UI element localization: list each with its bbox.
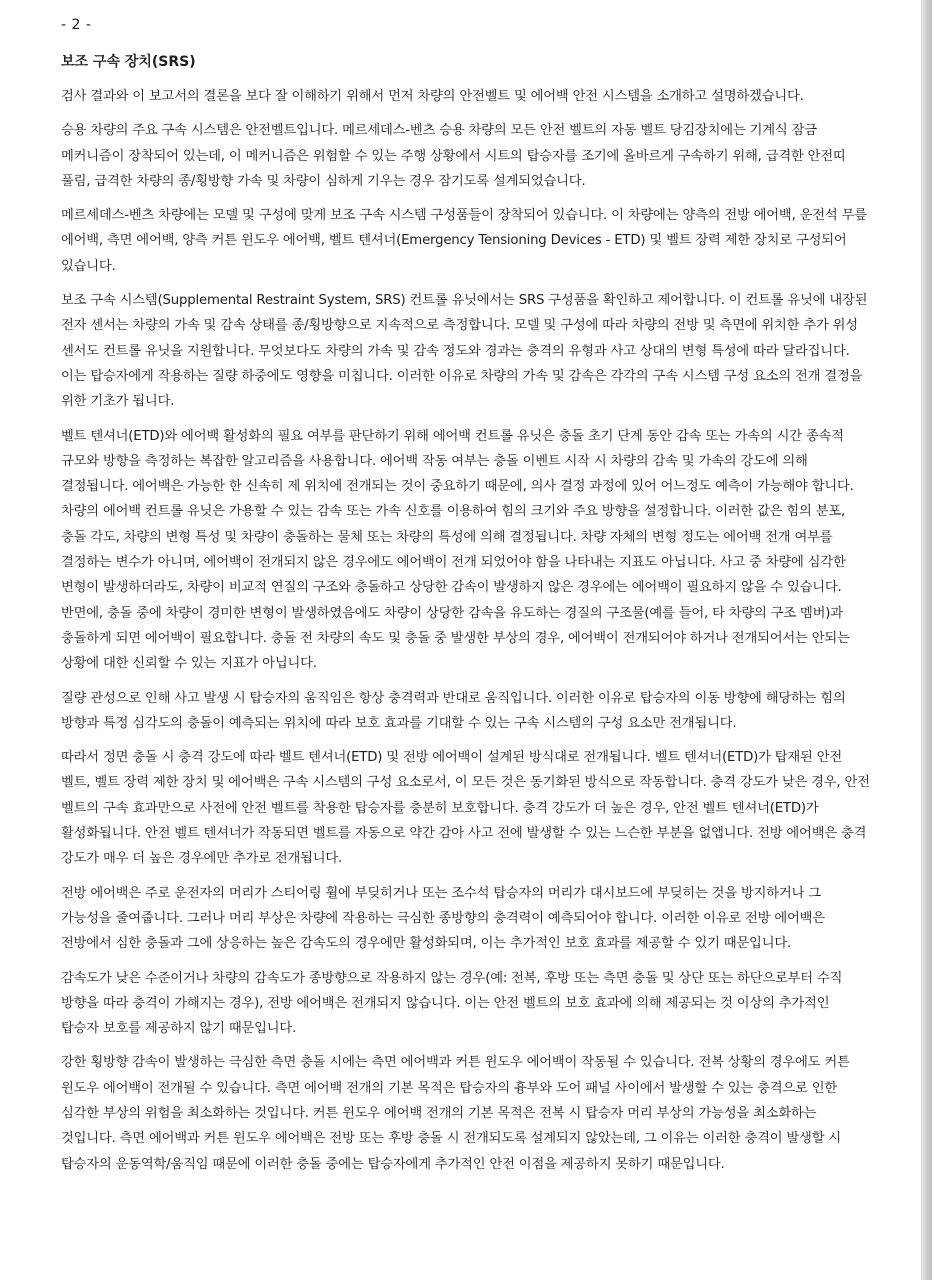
paragraph-low-deceleration: 감속도가 낮은 수준이거나 차량의 감속도가 종방향으로 작용하지 않는 경우(예: 전복, 후방 또는 측면 충돌 및 상단 또는 하단으로부터 수직 방향을 따라 충격이 가해지는 경우), 전방 에어백은 전개되지 않습니다. 이는 안전 벨트의 보호 효과에 의해 제공되는 것 이상의 추가적인 탑승자 보호를 제공하지 않기 때문입니다. bbox=[61, 970, 843, 1037]
section-title: 보조 구속 장치(SRS) bbox=[61, 54, 196, 70]
paragraph-deployment-algorithm: 벨트 텐셔너(ETD)와 에어백 활성화의 필요 여부를 판단하기 위해 에어백 컨트롤 유닛은 충돌 초기 단계 동안 감속 또는 가속의 시간 종속적 규모와 방향을 측정하는 복잡한 알고리즘을 사용합니다. 에어백 작동 여부는 충돌 이벤트 시작 시 차량의 감속 및 가속의 강도에 의해 결정됩니다. 에어백은 가능한 한 신속히 제 위치에 전개되는 것이 중요하기 때문에, 의사 결정 과정에 있어 어느정도 예측이 가능해야 합니다. 차량의 에어백 컨트롤 유닛은 가용할 수 있는 감속 또는 가속 신호를 이용하여 힘의 크기와 주요 방향을 설정합니다. 이러한 값은 힘의 분포, 충돌 각도, 차량의 변형 특성 및 차량이 충돌하는 물체 또는 차량의 특성에 의해 결정됩니다. 차량 자체의 변형 정도는 에어백 전개 여부를 결정하는 변수가 아니며, 에어백이 전개되지 않은 경우에도 에어백이 전개 되었어야 함을 나타내는 지표도 아닙니다. 사고 중 차량에 심각한 변형이 발생하더라도, 차량이 비교적 연질의 구조와 충돌하고 상당한 감속이 발생하지 않은 경우에는 에어백이 필요하지 않을 수 있습니다. 반면에, 충돌 중에 차량이 경미한 변형이 발생하였음에도 차량이 상당한 감속을 유도하는 경질의 구조물(예를 들어, 타 차량의 구조 멤버)과 충돌하게 되면 에어백이 필요합니다. 충돌 전 차량의 속도 및 충돌 중 발생한 부상의 경우, 에어백이 전개되어야 하거나 전개되어서는 안되는 상황에 대한 신뢰할 수 있는 지표가 아닙니다. bbox=[61, 428, 854, 672]
paragraph-srs-control-unit: 보조 구속 시스템(Supplemental Restraint System, SRS) 컨트롤 유닛에서는 SRS 구성품을 확인하고 제어합니다. 이 컨트롤 유닛에 내장된 전자 센서는 차량의 가속 및 감속 상태를 종/횡방향으로 지속적으로 측정합니다. 모델 및 구성에 따라 차량의 전방 및 측면에 위치한 추가 위성 센서도 컨트롤 유닛을 지원합니다. 무엇보다도 차량의 가속 및 감속 정도와 경과는 충격의 유형과 사고 상대의 변형 특성에 따라 달라집니다. 이는 탑승자에게 작용하는 질량 하중에도 영향을 미칩니다. 이러한 이유로 차량의 가속 및 감속은 각각의 구속 시스템 구성 요소의 전개 결정을 위한 기초가 됩니다. bbox=[61, 293, 868, 410]
paragraph-seatbelt: 승용 차량의 주요 구속 시스템은 안전벨트입니다. 메르세데스-벤츠 승용 차량의 모든 안전 벨트의 자동 벨트 당김장치에는 기계식 잠금 메커니즘이 장착되어 있는데, 이 메커니즘은 위험할 수 있는 주행 상황에서 시트의 탑승자를 조기에 올바르게 구속하기 위해, 급격한 안전띠 풀림, 급격한 차량의 종/횡방향 가속 및 차량이 심하게 기우는 경우 잠기도록 설계되었습니다. bbox=[61, 123, 846, 189]
paragraph-side-airbag: 강한 횡방향 감속이 발생하는 극심한 측면 충돌 시에는 측면 에어백과 커튼 윈도우 에어백이 작동될 수 있습니다. 전복 상황의 경우에도 커튼 윈도우 에어백이 전개될 수 있습니다. 측면 에어백 전개의 기본 목적은 탑승자의 흉부와 도어 패널 사이에서 발생할 수 있는 충격으로 인한 심각한 부상의 위험을 최소화하는 것입니다. 커튼 윈도우 에어백 전개의 기본 목적은 전복 시 탑승자 머리 부상의 가능성을 최소화하는 것입니다. 측면 에어백과 커튼 윈도우 에어백은 전방 또는 후방 충돌 시 전개되도록 설계되지 않았는데, 그 이유는 이러한 충격이 발생할 시 탑승자의 운동역학/움직임 때문에 이러한 충돌 중에는 탑승자에게 추가적인 안전 이점을 제공하지 못하기 때문입니다. bbox=[61, 1055, 850, 1172]
paragraph-front-airbag: 전방 에어백은 주로 운전자의 머리가 스티어링 휠에 부딪히거나 또는 조수석 탑승자의 머리가 대시보드에 부딪히는 것을 방지하거나 그 가능성을 줄여줍니다. 그러나 머리 부상은 차량에 작용하는 극심한 종방향의 충격력이 예측되어야 합니다. 이러한 이유로 전방 에어백은 전방에서 심한 충돌과 그에 상응하는 높은 감속도의 경우에만 활성화되며, 이는 추가적인 보호 효과를 제공할 수 있기 때문입니다. bbox=[61, 885, 825, 952]
page-number: - 2 - bbox=[61, 17, 92, 33]
paragraph-mass-inertia: 질량 관성으로 인해 사고 발생 시 탑승자의 움직임은 항상 충격력과 반대로 움직입니다. 이러한 이유로 탑승자의 이동 방향에 해당하는 힘의 방향과 특정 심각도의 충돌이 예측되는 위치에 따라 보호 효과를 기대할 수 있는 구속 시스템의 구성 요소만 전개됩니다. bbox=[61, 690, 846, 731]
page-edge-shadow bbox=[922, 0, 932, 1280]
paragraph-components: 메르세데스-벤츠 차량에는 모델 및 구성에 맞게 보조 구속 시스템 구성품들이 장착되어 있습니다. 이 차량에는 양측의 전방 에어백, 운전석 무릎 에어백, 측면 에어백, 양측 커튼 윈도우 에어백, 벨트 텐셔너(Emergency Tensioning Devices - ETD) 및 벨트 장력 제한 장치로 구성되어 있습니다. bbox=[61, 208, 867, 274]
document-content bbox=[61, 14, 871, 1186]
paragraph-frontal-collision: 따라서 정면 충돌 시 충격 강도에 따라 벨트 텐셔너(ETD) 및 전방 에어백이 설계된 방식대로 전개됩니다. 벨트 텐셔너(ETD)가 탑재된 안전 벨트, 벨트 장력 제한 장치 및 에어백은 구속 시스템의 구성 요소로서, 이 모든 것은 동기화된 방식으로 작동합니다. 충격 강도가 낮은 경우, 안전 벨트의 구속 효과만으로 사전에 안전 벨트를 착용한 탑승자를 충분히 보호합니다. 충격 강도가 더 높은 경우, 안전 벨트 텐셔너(ETD)가 활성화됩니다. 안전 벨트 텐셔너가 작동되면 벨트를 자동으로 약간 감아 사고 전에 발생할 수 있는 느슨한 부분을 없앱니다. 전방 에어백은 충격 강도가 매우 더 높은 경우에만 추가로 전개됩니다. bbox=[61, 750, 870, 867]
paragraph-intro: 검사 결과와 이 보고서의 결론을 보다 잘 이해하기 위해서 먼저 차량의 안전벨트 및 에어백 안전 시스템을 소개하고 설명하겠습니다. bbox=[61, 89, 804, 104]
